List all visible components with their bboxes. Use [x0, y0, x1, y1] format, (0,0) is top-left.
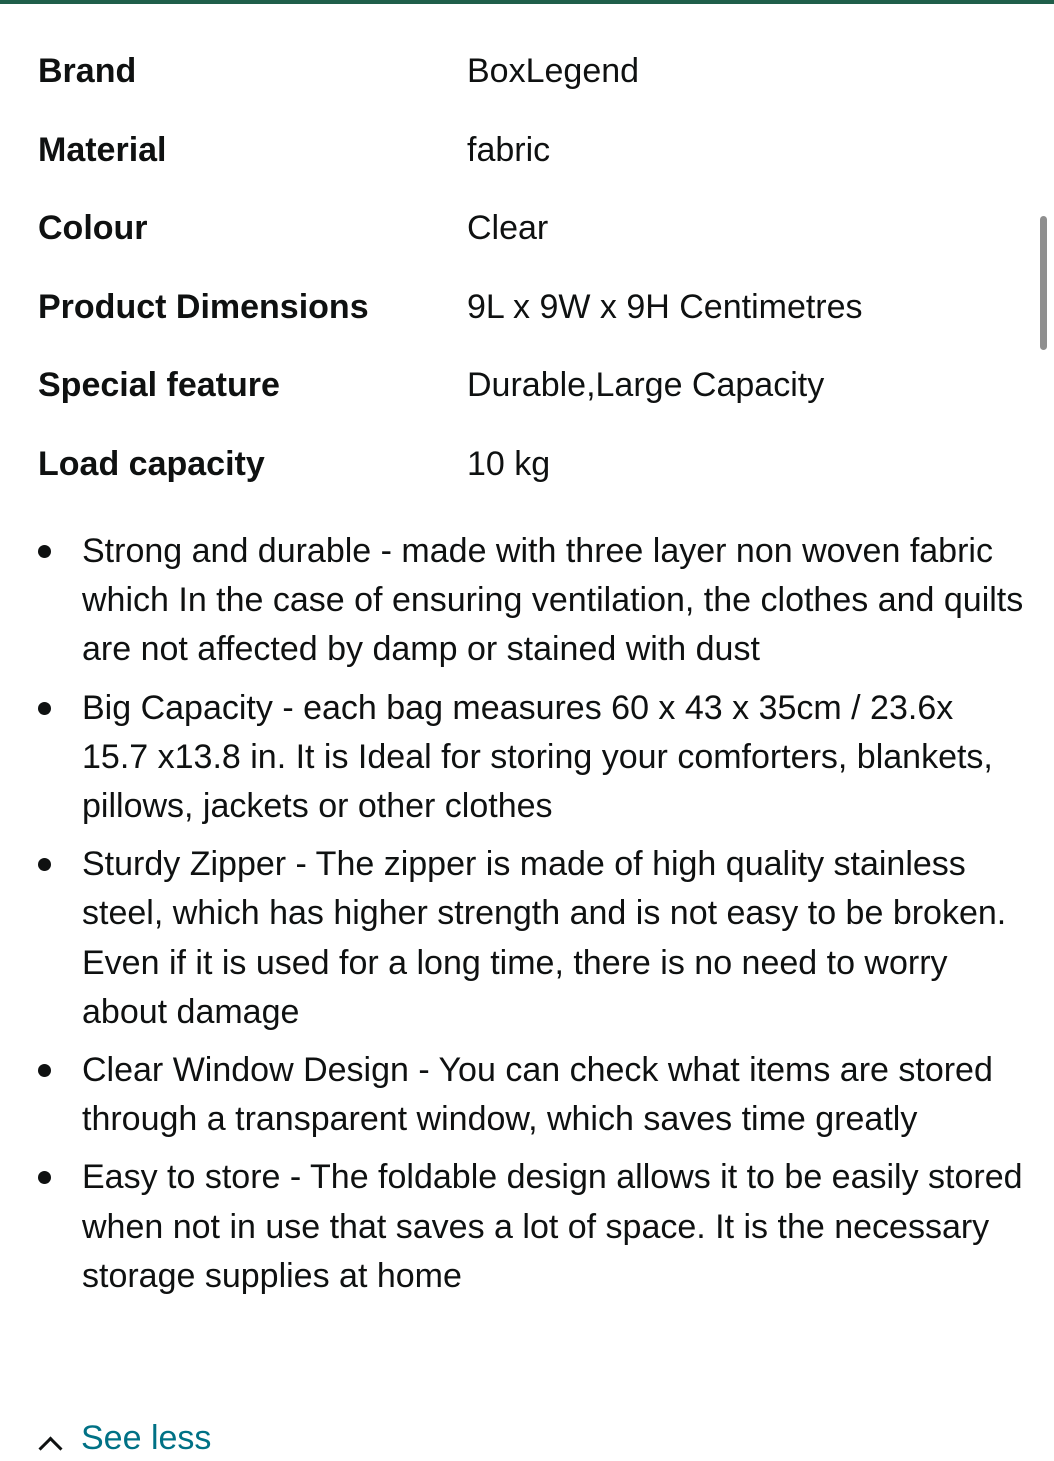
see-less-label: See less	[81, 1419, 212, 1457]
bullet-text: Clear Window Design - You can check what items are stored through a transparent window, which saves time greatly	[82, 1051, 993, 1139]
bullet-text: Sturdy Zipper - The zipper is made of high quality stainless steel, which has higher strength and is not easy to be broken. Even if it is used for a long time, there is no need to worry about damage	[82, 845, 1007, 1031]
list-item	[38, 840, 1028, 1037]
spec-label: Material	[38, 130, 167, 169]
bullet-icon	[38, 1064, 51, 1077]
spec-label: Special feature	[38, 366, 280, 405]
chevron-up-icon	[38, 1436, 62, 1460]
bullet-text: Easy to store - The foldable design allows it to be easily stored when not in use that saves a lot of space. It is the necessary storage supplies at home	[82, 1158, 1023, 1295]
spec-value: fabric	[467, 130, 551, 169]
product-specs-table	[38, 32, 1028, 504]
scrollbar-thumb[interactable]	[1040, 216, 1047, 350]
bullet-icon	[38, 702, 51, 715]
spec-value: Durable,Large Capacity	[467, 366, 825, 405]
bullet-icon	[38, 858, 51, 871]
spec-value: BoxLegend	[467, 52, 640, 90]
top-accent-bar	[0, 0, 1054, 4]
list-item	[38, 684, 1028, 832]
bullet-icon	[38, 1171, 51, 1184]
bullet-icon	[38, 545, 51, 558]
bullet-text: Big Capacity - each bag measures 60 x 43 x 35cm / 23.6x 15.7 x13.8 in. It is Ideal for storing your comforters, blankets, pillows, jackets or other clothes	[82, 688, 993, 826]
spec-value: 9L x 9W x 9H Centimetres	[467, 287, 863, 326]
list-item	[38, 1153, 1028, 1301]
list-item	[38, 527, 1028, 675]
feature-bullet-list	[38, 527, 1028, 1310]
spec-row-product-dimensions	[38, 268, 1028, 347]
spec-label: Product Dimensions	[38, 287, 369, 326]
spec-row-special-feature	[38, 346, 1028, 425]
spec-label: Brand	[38, 52, 137, 90]
spec-row-brand	[38, 32, 1028, 111]
spec-label: Colour	[38, 209, 148, 248]
spec-value: Clear	[467, 209, 549, 248]
spec-value: 10 kg	[467, 444, 551, 483]
bullet-text: Strong and durable - made with three layer non woven fabric which In the case of ensuring ventilation, the clothes and quilts are not affected by damp or stained with dust	[82, 532, 1024, 669]
spec-row-material	[38, 111, 1028, 190]
spec-row-load-capacity	[38, 425, 1028, 504]
spec-row-colour	[38, 189, 1028, 268]
spec-label: Load capacity	[38, 444, 265, 483]
list-item	[38, 1046, 1028, 1144]
see-less-link[interactable]	[38, 1418, 211, 1458]
